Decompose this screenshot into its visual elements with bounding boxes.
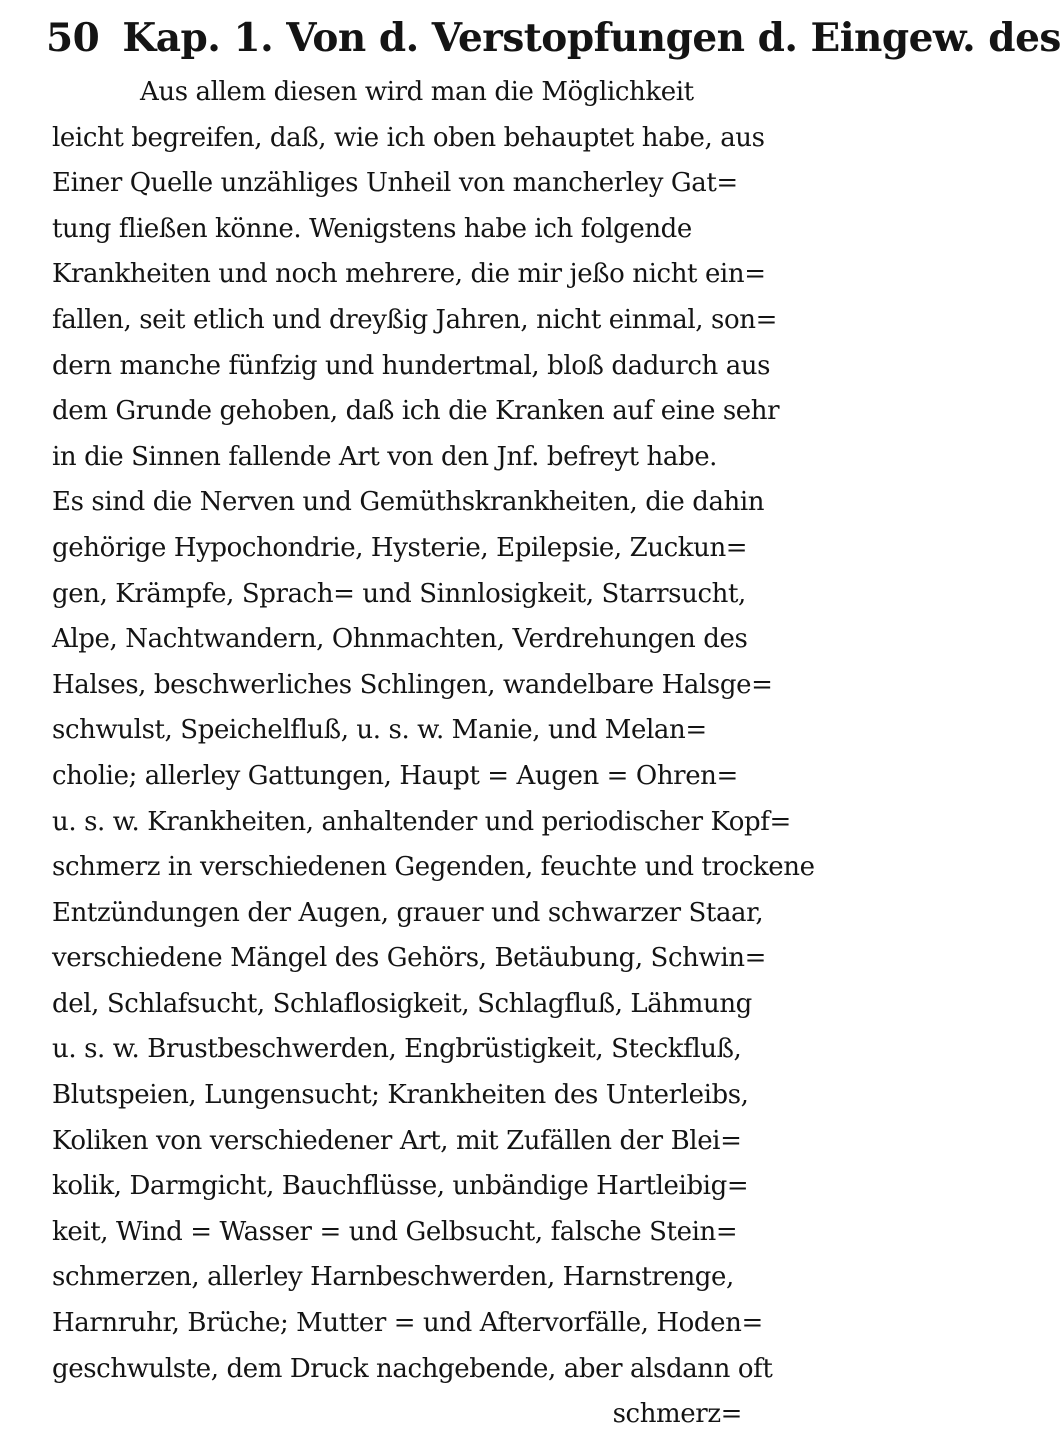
text-line: Entzündungen der Augen, grauer und schwarzer Staar, [52,897,764,928]
text-line: del, Schlafsucht, Schlaflosigkeit, Schlagfluß, Lähmung [52,988,752,1019]
text-line: in die Sinnen fallende Art von den Jnf. befreyt habe. [52,441,718,472]
text-line: u. s. w. Krankheiten, anhaltender und periodischer Kopf= [52,806,791,837]
text-line: geschwulste, dem Druck nachgebende, aber alsdann oft [52,1353,773,1384]
page-number: 50 [46,15,100,61]
text-line: Harnruhr, Brüche; Mutter = und Aftervorfälle, Hoden= [52,1308,763,1339]
text-line: Einer Quelle unzähliges Unheil von mancherley Gat= [52,168,738,199]
running-head [46,10,1061,66]
text-line: Es sind die Nerven und Gemüthskrankheiten, die dahin [52,487,765,518]
text-line: Krankheiten und noch mehrere, die mir jeßo nicht ein= [52,259,766,290]
text-line: cholie; allerley Gattungen, Haupt = Augen = Ohren= [52,760,738,791]
text-line: Halses, beschwerliches Schlingen, wandelbare Halsge= [52,669,773,700]
text-line: schmerzen, allerley Harnbeschwerden, Harnstrenge, [52,1262,734,1293]
text-line: tung fließen könne. Wenigstens habe ich folgende [52,213,692,244]
text-line: Aus allem diesen wird man die Möglichkeit [140,77,694,107]
text-line: gen, Krämpfe, Sprach= und Sinnlosigkeit, Starrsucht, [52,578,746,609]
text-line: Blutspeien, Lungensucht; Krankheiten des Unterleibs, [52,1080,749,1111]
text-line: keit, Wind = Wasser = und Gelbsucht, falsche Stein= [52,1216,738,1247]
text-line: gehörige Hypochondrie, Hysterie, Epilepsie, Zuckun= [52,532,748,563]
text-line: Alpe, Nachtwandern, Ohnmachten, Verdrehungen des [52,624,748,655]
text-line: kolik, Darmgicht, Bauchflüsse, unbändige Hartleibig= [52,1171,749,1202]
text-line: schwulst, Speichelfluß, u. s. w. Manie, und Melan= [52,715,707,746]
text-line: fallen, seit etlich und dreyßig Jahren, nicht einmal, son= [52,304,777,335]
running-title: Kap. 1. Von d. Verstopfungen d. Eingew. des [122,15,1061,61]
text-line: dern manche fünfzig und hundertmal, bloß dadurch aus [52,350,771,381]
body-text [52,70,815,1438]
text-line: Koliken von verschiedener Art, mit Zufällen der Blei= [52,1125,742,1156]
text-line: verschiedene Mängel des Gehörs, Betäubung, Schwin= [52,943,766,974]
text-line: u. s. w. Brustbeschwerden, Engbrüstigkeit, Steckfluß, [52,1034,742,1065]
catchword: schmerz= [612,1399,742,1430]
text-line: leicht begreifen, daß, wie ich oben behauptet habe, aus [52,122,765,153]
text-line: schmerz in verschiedenen Gegenden, feuchte und trockene [52,852,815,883]
text-line: dem Grunde gehoben, daß ich die Kranken auf eine sehr [52,396,780,427]
